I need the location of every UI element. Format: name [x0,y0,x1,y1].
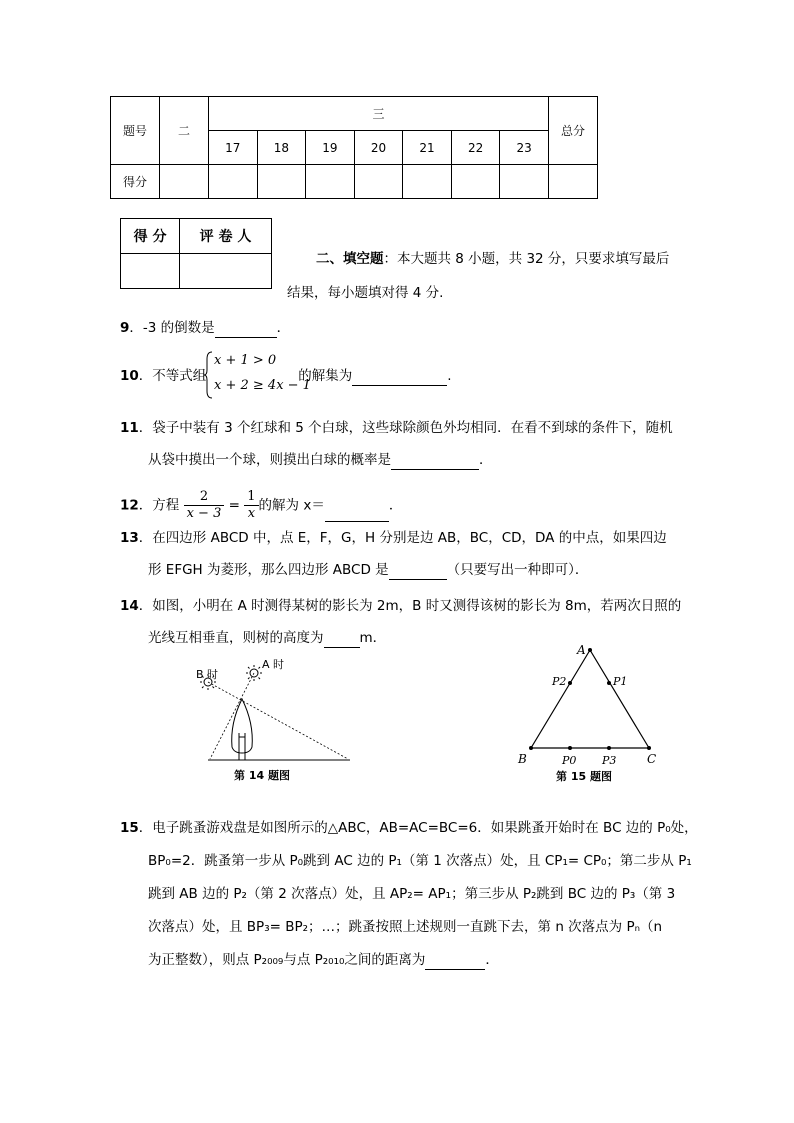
question-17: 17 [209,131,258,165]
question-13: 13．在四边形 ABCD 中，点 E，F，G，H 分别是边 AB，BC，CD，DA 的中点，如果四边 [120,530,667,546]
question-11-line2: 从袋中摸出一个球，则摸出白球的概率是 ． [148,452,493,468]
question-12: 12．方程 $\frac{2}{x - 3}$ = $\frac{1}{x}$ 的解为 x＝ ． [120,489,403,521]
ray-b [208,682,348,759]
score-cell [451,165,500,199]
question-19: 19 [306,131,355,165]
label-p2: P2 [552,675,567,688]
vertex-a: A [577,643,586,657]
grader-box [120,218,272,289]
label-b-time: B 时 [196,668,219,681]
grader-name-cell [180,254,272,289]
grader-name-label: 评 卷 人 [180,219,272,254]
question-20: 20 [354,131,403,165]
inequality-1: x + 1 > 0 [214,353,277,368]
row-label-number: 题号 [111,97,160,165]
figure-14-caption: 第 14 题图 [234,769,290,782]
figure-14 [190,655,360,785]
question-number: 9 [120,320,130,336]
grader-score-label: 得 分 [121,219,180,254]
point-p3 [607,746,611,750]
question-21: 21 [403,131,452,165]
system-brace [204,351,214,399]
section-header-line1 [316,249,686,269]
fraction-1: $\frac{2}{x - 3}$ [184,489,225,522]
question-15-line2: BP₀=2．跳蚤第一步从 P₀跳到 AC 边的 P₁（第 1 次落点）处，且 CP₁= CP₀；第二步从 P₁ [148,853,692,869]
total-header: 总分 [549,97,598,165]
label-p3: P3 [602,754,617,767]
question-18: 18 [257,131,306,165]
question-22: 22 [451,131,500,165]
score-cell [209,165,258,199]
question-number: 14 [120,598,139,614]
label-p0: P0 [562,754,577,767]
question-number: 10 [120,368,139,384]
label-p1: P1 [613,675,628,688]
score-cell [160,165,209,199]
question-number: 11 [120,420,139,436]
score-cell [306,165,355,199]
score-cell [257,165,306,199]
figure-15 [510,640,670,785]
vertex-c: C [647,752,657,766]
question-15-line3: 跳到 AB 边的 P₂（第 2 次落点）处，且 AP₂= AP₁；第三步从 P₂跳到 BC 边的 P₃（第 3 [148,886,676,902]
section-2-header: 二 [160,97,209,165]
point-p0 [568,746,572,750]
score-table [110,96,598,199]
triangle-abc [531,650,649,748]
score-cell [403,165,452,199]
point-p2 [568,681,572,685]
question-11: 11．袋子中装有 3 个红球和 5 个白球，这些球除颜色外均相同．在看不到球的条件下，随机 [120,420,673,436]
answer-blank[interactable] [425,955,485,970]
label-a-time: A 时 [262,658,285,671]
answer-blank[interactable] [389,565,447,580]
question-14-line2: 光线互相垂直，则树的高度为 m． [148,630,387,646]
point-p1 [607,681,611,685]
section-3-header: 三 [209,97,549,131]
answer-blank[interactable] [325,507,389,522]
question-number: 13 [120,530,139,546]
answer-blank[interactable] [215,323,277,338]
section-desc-1: ：本大题共 8 小题，共 32 分，只要求填写最后 [383,251,670,267]
answer-blank[interactable] [391,455,479,470]
row-label-score: 得分 [111,165,160,199]
section-title: 二、填空题 [316,251,384,267]
question-13-line2: 形 EFGH 为菱形，那么四边形 ABCD 是 （只要写出一种即可）． [148,562,589,578]
score-cell [500,165,549,199]
question-10: 10．不等式组 的解集为 . [120,368,452,384]
section-desc-2: 结果，每小题填对得 4 分. [287,285,444,301]
question-15-line4: 次落点）处，且 BP₃= BP₂；…；跳蚤按照上述规则一直跳下去，第 n 次落点为 Pₙ（n [148,919,663,935]
question-number: 15 [120,820,139,836]
vertex-b: B [518,752,527,766]
question-15-line5: 为正整数），则点 P₂₀₀₉与点 P₂₀₁₀之间的距离为 ． [148,952,499,968]
question-9: 9．-3 的倒数是 ． [120,320,291,336]
tree-crown [232,699,253,753]
question-14: 14．如图，小明在 A 时测得某树的影长为 2m，B 时又测得该树的影长为 8m，若两次日照的 [120,598,682,614]
grader-score-cell [121,254,180,289]
answer-blank[interactable] [352,371,447,386]
inequality-2: x + 2 ≥ 4x − 1 [214,378,311,393]
question-23: 23 [500,131,549,165]
answer-blank[interactable] [324,633,360,648]
figure-15-caption: 第 15 题图 [556,770,612,783]
score-cell [354,165,403,199]
question-15: 15．电子跳蚤游戏盘是如图所示的△ABC，AB=AC=BC=6．如果跳蚤开始时在 BC 边的 P₀处， [120,820,698,836]
question-number: 12 [120,497,139,514]
fraction-2: $\frac{1}{x}$ [244,489,258,522]
score-cell [549,165,598,199]
